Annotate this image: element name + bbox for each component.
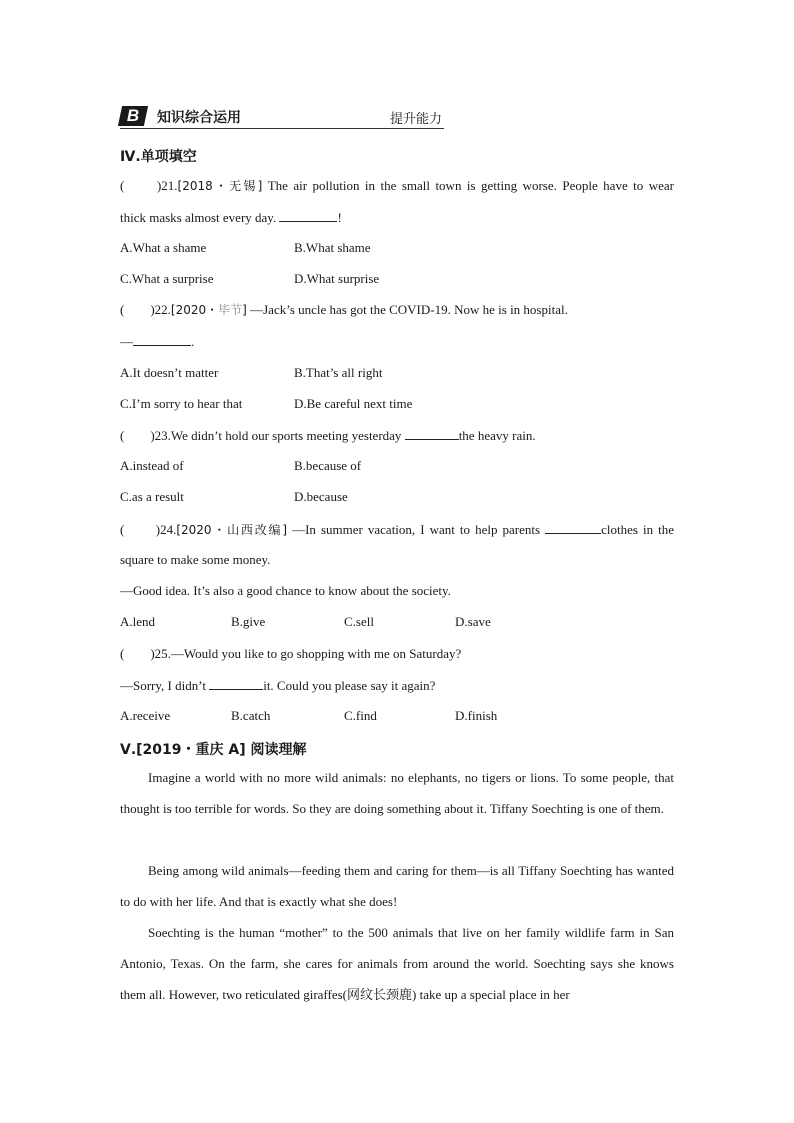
- option-b[interactable]: B.give: [231, 614, 266, 629]
- question-stem-end: .: [191, 334, 195, 349]
- option-d[interactable]: D.because: [294, 489, 348, 504]
- question-source-open: [2020・: [170, 303, 219, 317]
- option-b[interactable]: B.What shame: [294, 240, 371, 255]
- answer-paren[interactable]: ( ): [120, 178, 162, 193]
- option-a[interactable]: A.What a shame: [120, 240, 207, 255]
- option-d[interactable]: D.What surprise: [294, 271, 380, 286]
- option-c[interactable]: C.What a surprise: [120, 271, 214, 286]
- question-stem: We didn’t hold our sports meeting yesterday: [170, 428, 402, 443]
- answer-blank[interactable]: [209, 677, 263, 690]
- reading-paragraph: Imagine a world with no more wild animals: no elephants, no tigers or lions. To some people, that thought is too terrible for words. So they are doing something about it. Tiffany Soechting is one of them.: [120, 770, 674, 816]
- question-23: [120, 427, 536, 444]
- question-stem: thick masks almost every day.: [120, 210, 277, 225]
- question-21: [120, 178, 674, 194]
- option-c[interactable]: C.as a result: [120, 489, 184, 504]
- answer-paren[interactable]: ( ): [120, 428, 155, 443]
- answer-paren[interactable]: ( ): [120, 646, 155, 661]
- option-a[interactable]: A.receive: [120, 708, 171, 723]
- reading-paragraph: Soechting is the human “mother” to the 500 animals that live on her family wildlife farm in San Antonio, Texas. On the farm, she cares for animals from around the world. Soechting says she knows them all. However, two reticulated giraffes(网纹长颈鹿) take up a special place in her: [120, 925, 674, 1002]
- header-subtitle: 提升能力: [389, 112, 442, 127]
- question-number: 25.: [154, 646, 171, 661]
- question-source-close: ]: [242, 303, 247, 317]
- question-source: [2018・无锡]: [177, 179, 263, 193]
- reading-paragraph: Being among wild animals—feeding them and caring for them—is all Tiffany Soechting has wanted to do with her life. And that is exactly what she does!: [120, 863, 674, 909]
- question-22-line2: [120, 333, 194, 350]
- question-number: 21.: [161, 178, 178, 193]
- option-d[interactable]: D.Be careful next time: [294, 396, 413, 411]
- option-b[interactable]: B.catch: [231, 708, 271, 723]
- option-c[interactable]: C.find: [344, 708, 377, 723]
- question-source: [2020・山西改编]: [176, 523, 288, 537]
- section-5-title: Ⅴ.[2019・重庆 A] 阅读理解: [120, 742, 307, 758]
- question-stem-end: it. Could you please say it again?: [263, 678, 436, 693]
- question-stem-end: the heavy rain.: [458, 428, 536, 443]
- question-number: 24.: [160, 522, 177, 537]
- question-number: 22.: [154, 302, 171, 317]
- badge-letter: B: [126, 106, 140, 125]
- answer-blank[interactable]: [279, 209, 337, 222]
- b-badge-icon: [118, 106, 148, 126]
- answer-paren[interactable]: ( ): [120, 302, 155, 317]
- question-25-line2: [120, 677, 435, 694]
- option-a[interactable]: A.lend: [120, 614, 156, 629]
- answer-blank[interactable]: [133, 333, 191, 346]
- section-header: [120, 104, 444, 129]
- question-24-line3: —Good idea. It’s also a good chance to know about the society.: [120, 583, 451, 598]
- answer-blank[interactable]: [405, 427, 459, 440]
- question-24: [120, 521, 674, 538]
- question-25: [120, 646, 461, 662]
- question-stem: The air pollution in the small town is getting worse. People have to wear: [267, 178, 674, 193]
- header-title: 知识综合运用: [157, 110, 241, 126]
- section-4-title: Ⅳ.单项填空: [120, 149, 197, 165]
- question-number: 23.: [154, 428, 171, 443]
- question-stem: —Sorry, I didn’t: [120, 678, 206, 693]
- option-c[interactable]: C.I’m sorry to hear that: [120, 396, 243, 411]
- question-24-line2: square to make some money.: [120, 552, 271, 567]
- option-a[interactable]: A.It doesn’t matter: [120, 365, 219, 380]
- answer-blank[interactable]: [545, 521, 601, 534]
- option-d[interactable]: D.save: [455, 614, 491, 629]
- dash: —: [120, 334, 133, 349]
- question-22: [120, 302, 568, 318]
- question-stem: —Jack’s uncle has got the COVID-19. Now he is in hospital.: [250, 302, 568, 317]
- answer-paren[interactable]: ( ): [120, 522, 161, 537]
- question-stem: —In summer vacation, I want to help parents: [292, 522, 541, 537]
- question-source-place: 毕节: [218, 303, 243, 317]
- question-stem: —Would you like to go shopping with me on Saturday?: [170, 646, 462, 661]
- option-c[interactable]: C.sell: [344, 614, 374, 629]
- option-a[interactable]: A.instead of: [120, 458, 184, 473]
- option-b[interactable]: B.because of: [294, 458, 362, 473]
- option-d[interactable]: D.finish: [455, 708, 498, 723]
- question-stem-end: !: [337, 210, 342, 225]
- option-b[interactable]: B.That’s all right: [294, 365, 383, 380]
- question-21-line2: [120, 209, 342, 226]
- question-stem-end: clothes in the: [601, 522, 675, 537]
